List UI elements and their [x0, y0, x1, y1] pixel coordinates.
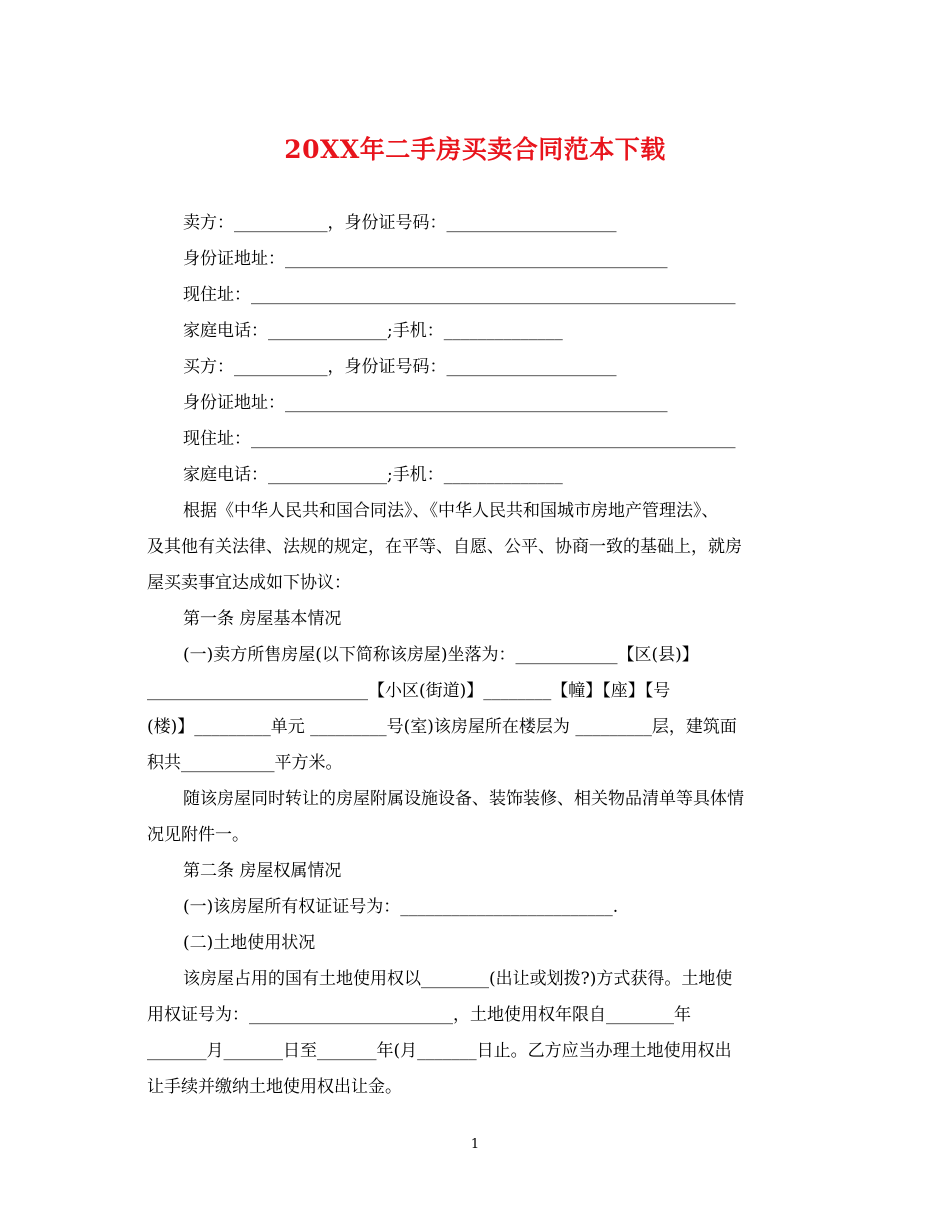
buyer-line: 买方：___________，身份证号码：____________________ — [183, 357, 617, 377]
buyer-id-address-line: 身份证地址：_____________________________________________ — [183, 393, 668, 413]
article-one-heading: 第一条 房屋基本情况 — [183, 609, 342, 629]
page-title: 20XX年二手房买卖合同范本下载 — [284, 135, 666, 164]
seller-current-address-line: 现住址：_________________________________________________________ — [183, 285, 736, 305]
land-use-line: 该房屋占用的国有土地使用权以________(出让或划拨?)方式获得。土地使 — [183, 969, 733, 989]
land-use-line: _______月_______日至_______年(月_______日止。乙方应当办理土地使用权出 — [147, 1041, 732, 1061]
property-location-line: (楼)】_________单元 _________号(室)该房屋所在楼层为 _________层，建筑面 — [147, 717, 737, 737]
article-two-heading: 第二条 房屋权属情况 — [183, 861, 342, 881]
attachment-line: 况见附件一。 — [147, 825, 249, 845]
preamble-line: 根据《中华人民共和国合同法》、《中华人民共和国城市房地产管理法》、 — [183, 501, 719, 521]
preamble-line: 屋买卖事宜达成如下协议： — [147, 573, 351, 593]
attachment-line: 随该房屋同时转让的房屋附属设施设备、装饰装修、相关物品清单等具体情 — [183, 789, 744, 809]
seller-phone-line: 家庭电话：______________;手机：______________ — [183, 321, 563, 341]
seller-id-address-line: 身份证地址：_____________________________________________ — [183, 249, 668, 269]
land-use-line: 让手续并缴纳土地使用权出让金。 — [147, 1077, 402, 1097]
land-use-line: 用权证号为：________________________，土地使用权年限自________年 — [147, 1005, 691, 1025]
ownership-certificate-line: (一)该房屋所有权证证号为：_________________________. — [183, 897, 619, 917]
property-location-line: __________________________【小区(街道)】________【幢】【座】【号 — [147, 681, 671, 701]
preamble-line: 及其他有关法律、法规的规定，在平等、自愿、公平、协商一致的基础上，就房 — [147, 537, 742, 557]
property-area-line: 积共___________平方米。 — [147, 753, 343, 773]
land-use-heading: (二)土地使用状况 — [183, 933, 316, 953]
page-number: 1 — [470, 1137, 480, 1152]
buyer-phone-line: 家庭电话：______________;手机：______________ — [183, 465, 563, 485]
buyer-current-address-line: 现住址：_________________________________________________________ — [183, 429, 736, 449]
seller-line: 卖方：___________，身份证号码：____________________ — [183, 213, 617, 233]
property-location-line: (一)卖方所售房屋(以下简称该房屋)坐落为：____________【区(县)】 — [183, 645, 699, 665]
